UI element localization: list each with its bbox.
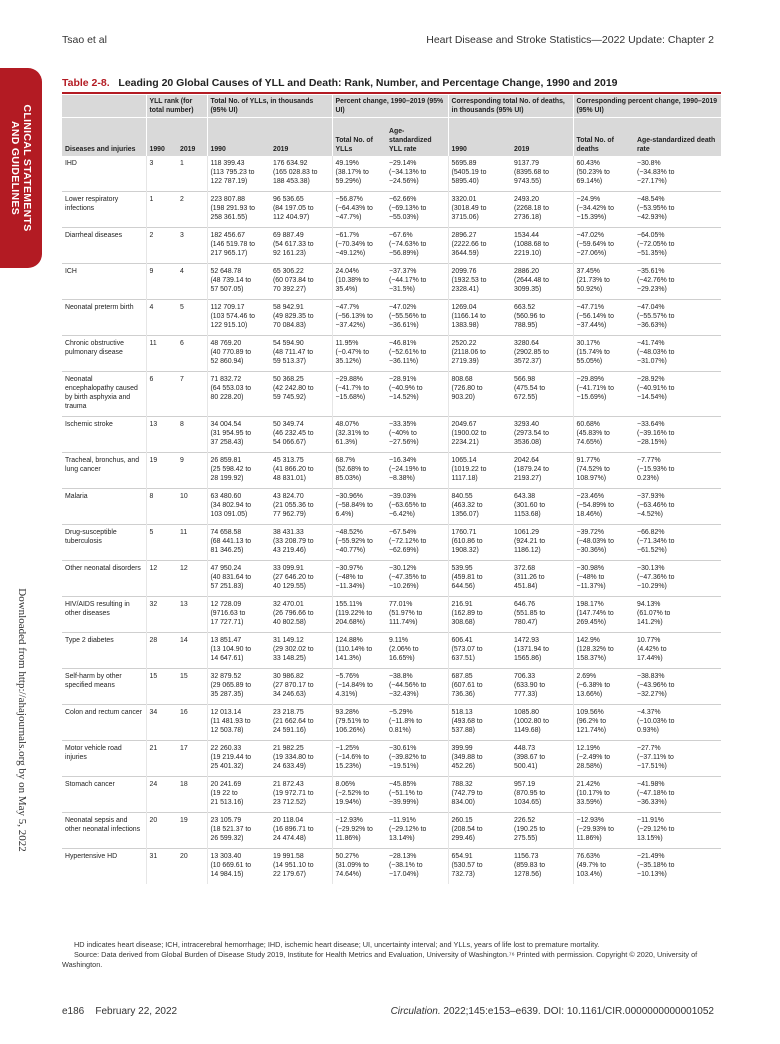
section-side-tab	[0, 68, 42, 268]
table-cell: −30.12% (−47.35% to −10.26%)	[386, 561, 448, 597]
download-watermark: Downloaded from http://ahajournals.org by on May 5, 2022	[16, 588, 28, 852]
table-cell: 13 303.40 (10 669.61 to 14 984.15)	[207, 849, 270, 885]
table-cell: 176 634.92 (165 028.83 to 188 453.38)	[273, 160, 318, 185]
table-top-rule	[62, 92, 721, 94]
footnote-source: Source: Data derived from Global Burden of Disease Study 2019, Institute for Health Metrics and Evaluation, University of Washington.⁷⁶ Printed with permission. Copyright © 2020, University of Washington.	[62, 950, 698, 969]
table-cell: 566.98 (475.54 to 672.55)	[511, 372, 573, 417]
table-cell: −29.89% (−41.71% to −15.69%)	[573, 372, 634, 417]
disease-name-cell: Ischemic stroke	[62, 417, 146, 453]
table-cell: −64.05% (−72.05% to −51.35%)	[634, 228, 721, 264]
table-cell: 15	[177, 669, 207, 705]
table-cell: 663.52 (560.96 to 788.95)	[511, 300, 573, 336]
table-cell: 28	[146, 633, 177, 669]
disease-name-cell: Neonatal sepsis and other neonatal infections	[62, 813, 146, 849]
table-cell: 21 982.25 (19 334.80 to 24 633.49)	[270, 741, 332, 777]
table-cell: 6	[146, 372, 177, 417]
table-cell: 68.7% (52.68% to 85.03%)	[332, 453, 386, 489]
table-cell: 124.88% (110.14% to 141.3%)	[332, 633, 386, 669]
table-cell: −56.87% (−64.43% to −47.7%)	[332, 192, 386, 228]
table-cell: −23.46% (−54.89% to 18.46%)	[573, 489, 634, 525]
table-cell: 37.45% (21.73% to 50.92%)	[573, 264, 634, 300]
table-cell: −30.96% (−58.84% to 6.4%)	[332, 489, 386, 525]
table-cell: 646.76 (551.85 to 780.47)	[511, 597, 573, 633]
table-cell: 13	[146, 417, 177, 453]
table-cell: 706.33 (633.90 to 777.33)	[511, 669, 573, 705]
table-row	[62, 417, 721, 453]
table-cell: −5.29% (−11.8% to 0.81%)	[386, 705, 448, 741]
table-row	[62, 372, 721, 417]
table-cell: 9.11% (2.06% to 16.65%)	[386, 633, 448, 669]
table-row	[62, 741, 721, 777]
column-header: Total No. of deaths	[573, 118, 634, 157]
group-header-row	[62, 95, 721, 118]
side-tab-label: CLINICAL STATEMENTS AND GUIDELINES	[9, 104, 33, 232]
table-cell: 10	[177, 489, 207, 525]
table-cell: −27.7% (−37.11% to −17.51%)	[634, 741, 721, 777]
disease-name-cell: Lower respiratory infections	[62, 192, 146, 228]
table-cell: −47.02% (−59.64% to −27.06%)	[573, 228, 634, 264]
table-cell: 260.15 (208.54 to 299.46)	[448, 813, 511, 849]
table-cell: −66.82% (−71.34% to −61.52%)	[634, 525, 721, 561]
table-cell: 448.73 (398.67 to 500.41)	[511, 741, 573, 777]
table-cell: −30.13% (−47.36% to −10.29%)	[634, 561, 721, 597]
table-cell: 4	[146, 300, 177, 336]
table-cell: 808.68 (726.80 to 903.20)	[448, 372, 511, 417]
column-header: Diseases and injuries	[62, 118, 146, 157]
table-cell: 33 099.91 (27 646.20 to 40 129.55)	[270, 561, 332, 597]
table-cell: −11.91% (−29.12% to 13.14%)	[386, 813, 448, 849]
table-cell: 21 872.43 (19 972.71 to 23 712.52)	[270, 777, 332, 813]
table-cell: 24.04% (10.38% to 35.4%)	[332, 264, 386, 300]
group-header-yll-rank: YLL rank (for total number)	[146, 95, 207, 118]
table-cell: 17	[177, 741, 207, 777]
table-cell: 48.07% (32.31% to 61.3%)	[332, 417, 386, 453]
table-cell: −61.7% (−70.34% to −49.12%)	[332, 228, 386, 264]
column-header: Age-standardized YLL rate	[386, 118, 448, 157]
table-cell: 2042.64 (1879.24 to 2193.27)	[511, 453, 573, 489]
table-cell: 1269.04 (1166.14 to 1383.98)	[448, 300, 511, 336]
table-row	[62, 561, 721, 597]
table-row	[62, 813, 721, 849]
table-cell: 2099.76 (1932.53 to 2328.41)	[448, 264, 511, 300]
table-cell: 687.85 (607.61 to 736.36)	[448, 669, 511, 705]
table-cell: 18	[177, 777, 207, 813]
table-cell: −38.8% (−44.56% to −32.43%)	[386, 669, 448, 705]
table-cell: 9137.79 (8395.68 to 9743.55)	[514, 160, 549, 185]
disease-name-cell: Neonatal preterm birth	[62, 300, 146, 336]
table-cell: −24.9% (−34.42% to −15.39%)	[573, 192, 634, 228]
table-cell: −33.35% (−40% to −27.56%)	[386, 417, 448, 453]
table-cell: 49.19% (38.17% to 59.29%)	[332, 156, 386, 192]
table-cell: 2896.27 (2222.66 to 3644.59)	[448, 228, 511, 264]
table-cell: 65 306.22 (60 073.84 to 70 392.27)	[270, 264, 332, 300]
column-header: 1990	[207, 118, 270, 157]
disease-name-cell: Chronic obstructive pulmonary disease	[62, 336, 146, 372]
table-cell: 112 709.17 (103 574.46 to 122 915.10)	[207, 300, 270, 336]
disease-name-cell: HIV/AIDS resulting in other diseases	[62, 597, 146, 633]
disease-name-cell: Diarrheal diseases	[62, 228, 146, 264]
disease-name-cell: Colon and rectum cancer	[62, 705, 146, 741]
table-cell: −16.34% (−24.19% to −8.38%)	[386, 453, 448, 489]
disease-name-cell: Motor vehicle road injuries	[62, 741, 146, 777]
table-cell: 1061.29 (924.21 to 1186.12)	[511, 525, 573, 561]
table-cell: 198.17% (147.74% to 269.45%)	[573, 597, 634, 633]
table-cell: 9	[177, 453, 207, 489]
table-cell: 2520.22 (2118.06 to 2719.39)	[448, 336, 511, 372]
table-cell: 4	[177, 264, 207, 300]
table-cell: 2.69% (−6.38% to 13.66%)	[573, 669, 634, 705]
table-cell: 30.17% (15.74% to 55.05%)	[573, 336, 634, 372]
table-cell: 118 399.43 (113 795.23 to 122 787.19)	[207, 156, 270, 192]
group-header-total-ylls: Total No. of YLLs, in thousands (95% UI)	[207, 95, 332, 118]
column-header: Total No. of YLLs	[332, 118, 386, 157]
table-cell: 12	[146, 561, 177, 597]
page-footer-right	[391, 1006, 714, 1017]
table-cell: 20 241.69 (19 22 to 21 513.16)	[207, 777, 270, 813]
table-cell: 50 349.74 (46 232.45 to 54 066.67)	[270, 417, 332, 453]
table-cell: −37.93% (−63.46% to −4.52%)	[634, 489, 721, 525]
table-cell: 54 594.90 (48 711.47 to 59 513.37)	[270, 336, 332, 372]
table-row	[62, 633, 721, 669]
table-title	[62, 77, 618, 89]
table-cell: −37.37% (−44.17% to −31.5%)	[386, 264, 448, 300]
table-cell: 50.27% (31.09% to 74.64%)	[332, 849, 386, 885]
disease-name-cell: Neonatal encephalopathy caused by birth asphyxia and trauma	[62, 372, 146, 417]
page-footer-left	[62, 1006, 177, 1017]
table-cell: 23 105.79 (18 521.37 to 26 599.32)	[207, 813, 270, 849]
table-row	[62, 264, 721, 300]
table-row	[62, 705, 721, 741]
table-cell: 606.41 (573.07 to 637.51)	[448, 633, 511, 669]
column-header-row	[62, 118, 721, 157]
table-cell: 47 950.24 (40 831.64 to 57 251.83)	[207, 561, 270, 597]
table-cell: −28.13% (−38.1% to −17.04%)	[386, 849, 448, 885]
table-row	[62, 228, 721, 264]
table-cell: −30.98% (−48% to −11.37%)	[573, 561, 634, 597]
table-cell: 94.13% (61.07% to 141.2%)	[634, 597, 721, 633]
table-cell: 19	[177, 813, 207, 849]
table-cell: −29.88% (−41.7% to −15.68%)	[332, 372, 386, 417]
table-cell: −12.93% (−29.92% to 11.86%)	[332, 813, 386, 849]
table-cell: −7.77% (−15.93% to 0.23%)	[634, 453, 721, 489]
group-header-total-deaths: Corresponding total No. of deaths, in thousands (95% UI)	[448, 95, 573, 118]
table-cell: 19	[146, 453, 177, 489]
table-cell: 32	[146, 597, 177, 633]
table-cell: 6	[177, 336, 207, 372]
table-cell: −33.64% (−39.16% to −28.15%)	[634, 417, 721, 453]
table-cell: −45.85% (−51.1% to −39.99%)	[386, 777, 448, 813]
table-cell: 12 013.14 (11 481.93 to 12 503.78)	[207, 705, 270, 741]
table-cell: 21.42% (10.17% to 33.59%)	[573, 777, 634, 813]
table-cell: −21.49% (−35.18% to −10.13%)	[634, 849, 721, 885]
table-cell: 2049.67 (1900.02 to 2234.21)	[448, 417, 511, 453]
table-cell: 654.91 (530.57 to 732.73)	[448, 849, 511, 885]
table-cell: 155.11% (119.22% to 204.68%)	[332, 597, 386, 633]
table-cell: 34 004.54 (31 954.95 to 37 258.43)	[207, 417, 270, 453]
table-cell: 38 431.33 (33 208.79 to 43 219.46)	[270, 525, 332, 561]
table-cell: 2493.20 (2268.18 to 2736.18)	[511, 192, 573, 228]
table-row	[62, 300, 721, 336]
table-cell: −39.03% (−63.65% to −6.42%)	[386, 489, 448, 525]
table-cell: 8	[146, 489, 177, 525]
column-header: 1990	[146, 118, 177, 157]
table-cell: −39.72% (−48.03% to −30.36%)	[573, 525, 634, 561]
issue-date: February 22, 2022	[95, 1006, 178, 1017]
table-cell: 2	[146, 228, 177, 264]
table-cell: −30.61% (−39.82% to −19.51%)	[386, 741, 448, 777]
table-cell: 71 832.72 (64 553.03 to 80 228.20)	[207, 372, 270, 417]
footnote-abbreviations: HD indicates heart disease; ICH, intracerebral hemorrhage; IHD, ischemic heart disease; UI, uncertainty interval; and YLLs, years of life lost to premature mortality.	[74, 940, 600, 949]
table-cell: 32 879.52 (29 065.89 to 35 287.35)	[207, 669, 270, 705]
disease-name-cell: Self-harm by other specified means	[62, 669, 146, 705]
table-cell: 216.91 (162.89 to 308.68)	[448, 597, 511, 633]
table-cell: 5	[177, 300, 207, 336]
table-cell: 58 942.91 (49 829.35 to 70 084.83)	[270, 300, 332, 336]
table-cell: 3280.64 (2902.85 to 3572.37)	[511, 336, 573, 372]
table-cell: 5695.89 (5405.19 to 5895.40)	[448, 156, 511, 192]
table-cell: 20 118.04 (16 896.71 to 24 474.48)	[270, 813, 332, 849]
table-cell: 96 536.65 (84 197.05 to 112 404.97)	[270, 192, 332, 228]
table-number: Table 2-8.	[62, 77, 110, 89]
table-cell: −28.92% (−40.91% to −14.54%)	[634, 372, 721, 417]
table-cell: 12 728.09 (9716.63 to 17 727.71)	[207, 597, 270, 633]
table-cell: 539.95 (459.81 to 644.56)	[448, 561, 511, 597]
table-row	[62, 192, 721, 228]
table-cell: −48.52% (−55.92% to −40.77%)	[332, 525, 386, 561]
table-cell: 3	[177, 228, 207, 264]
column-header: 2019	[177, 118, 207, 157]
journal-name: Circulation.	[390, 1006, 441, 1017]
table-cell: −46.81% (−52.61% to −36.11%)	[386, 336, 448, 372]
table-cell: 10.77% (4.42% to 17.44%)	[634, 633, 721, 669]
table-cell: 16	[177, 705, 207, 741]
page-number: e186	[62, 1006, 85, 1017]
table-cell: 45 313.75 (41 866.20 to 48 831.01)	[270, 453, 332, 489]
table-cell: −47.04% (−55.57% to −36.63%)	[634, 300, 721, 336]
table-cell: −62.66% (−69.13% to −55.03%)	[386, 192, 448, 228]
table-cell: 2886.20 (2644.48 to 3099.35)	[511, 264, 573, 300]
table-cell: −47.7% (−56.13% to −37.42%)	[332, 300, 386, 336]
table-cell: 223 807.88 (198 291.93 to 258 361.55)	[207, 192, 270, 228]
table-cell: 1	[180, 160, 184, 167]
table-cell: 226.52 (190.25 to 275.55)	[511, 813, 573, 849]
table-cell: 23 218.75 (21 662.64 to 24 591.16)	[270, 705, 332, 741]
table-cell: 1472.93 (1371.94 to 1565.86)	[511, 633, 573, 669]
disease-name-cell: Hypertensive HD	[62, 849, 146, 885]
table-cell: 11	[177, 525, 207, 561]
table-cell: −12.93% (−29.93% to 11.86%)	[573, 813, 634, 849]
table-row	[62, 597, 721, 633]
table-cell: 69 887.49 (54 617.33 to 92 161.23)	[270, 228, 332, 264]
data-table	[62, 95, 721, 884]
table-cell: 30 986.82 (27 870.17 to 34 246.63)	[270, 669, 332, 705]
table-row	[62, 525, 721, 561]
table-cell: 26 859.81 (25 598.42 to 28 199.92)	[207, 453, 270, 489]
table-row	[62, 669, 721, 705]
table-cell: 643.38 (301.60 to 1153.68)	[511, 489, 573, 525]
table-cell: 76.63% (49.7% to 103.4%)	[573, 849, 634, 885]
table-cell: 1156.73 (859.83 to 1278.56)	[511, 849, 573, 885]
table-cell: 60.43% (50.23% to 69.14%)	[573, 156, 634, 192]
table-cell: 518.13 (493.68 to 537.88)	[448, 705, 511, 741]
table-row	[62, 453, 721, 489]
disease-name-cell: Other neonatal disorders	[62, 561, 146, 597]
table-cell: 50 368.25 (42 242.80 to 59 745.92)	[270, 372, 332, 417]
table-cell: 1085.80 (1002.80 to 1149.68)	[511, 705, 573, 741]
table-cell: 142.9% (128.32% to 158.37%)	[573, 633, 634, 669]
table-cell: 34	[146, 705, 177, 741]
table-cell: 13 851.47 (13 104.90 to 14 647.61)	[207, 633, 270, 669]
table-cell: 43 824.70 (21 055.36 to 77 962.79)	[270, 489, 332, 525]
table-body	[62, 156, 721, 884]
table-cell: −30.97% (−48% to −11.34%)	[332, 561, 386, 597]
table-row	[62, 156, 721, 192]
table-cell: 1	[146, 192, 177, 228]
table-cell: 74 658.58 (68 441.13 to 81 346.25)	[207, 525, 270, 561]
table-cell: 3320.01 (3018.49 to 3715.06)	[448, 192, 511, 228]
running-header-authors: Tsao et al	[62, 34, 107, 46]
table-cell: 19 991.58 (14 951.10 to 22 179.67)	[270, 849, 332, 885]
table-cell: 12.19% (−2.49% to 28.58%)	[573, 741, 634, 777]
table-cell: 9	[146, 264, 177, 300]
table-cell: 3	[146, 156, 177, 192]
table-cell: 11	[146, 336, 177, 372]
table-cell: −41.74% (−48.03% to −31.07%)	[634, 336, 721, 372]
table-cell: 22 260.33 (19 219.44 to 25 401.32)	[207, 741, 270, 777]
disease-name-cell: ICH	[62, 264, 146, 300]
group-header-percent-change: Percent change, 1990–2019 (95% UI)	[332, 95, 448, 118]
table-cell: 372.68 (311.26 to 451.84)	[511, 561, 573, 597]
group-header-death-percent-change: Corresponding percent change, 1990–2019 (95% UI)	[573, 95, 721, 118]
citation: 2022;145:e153–e639. DOI: 10.1161/CIR.0000000000001052	[443, 1006, 714, 1017]
header-blank	[62, 95, 146, 118]
table-cell: −38.83% (−43.96% to −32.27%)	[634, 669, 721, 705]
table-cell: −67.54% (−72.12% to −62.69%)	[386, 525, 448, 561]
disease-name-cell: Stomach cancer	[62, 777, 146, 813]
table-cell: 7	[177, 372, 207, 417]
table-cell: 31	[146, 849, 177, 885]
table-cell: 957.19 (870.95 to 1034.65)	[511, 777, 573, 813]
table-cell: 1534.44 (1088.68 to 2219.10)	[511, 228, 573, 264]
table-cell: −28.91% (−40.9% to −14.52%)	[386, 372, 448, 417]
table-cell: −47.02% (−55.56% to −36.61%)	[386, 300, 448, 336]
column-header: 2019	[511, 118, 573, 157]
table-cell: 24	[146, 777, 177, 813]
table-cell: 11.95% (−0.47% to 35.12%)	[332, 336, 386, 372]
table-row	[62, 489, 721, 525]
table-row	[62, 849, 721, 885]
disease-name-cell: Malaria	[62, 489, 146, 525]
table-cell: −35.61% (−42.76% to −29.23%)	[634, 264, 721, 300]
table-cell: 840.55 (463.32 to 1356.07)	[448, 489, 511, 525]
table-cell: 399.99 (349.88 to 452.26)	[448, 741, 511, 777]
disease-name-cell: Drug-susceptible tuberculosis	[62, 525, 146, 561]
table-cell: −30.8% (−34.83% to −27.17%)	[637, 160, 675, 185]
table-title-text: Leading 20 Global Causes of YLL and Death: Rank, Number, and Percentage Change, 1990 and 2019	[118, 77, 618, 89]
table-cell: −67.6% (−74.63% to −56.89%)	[386, 228, 448, 264]
table-cell: 31 149.12 (29 302.02 to 33 148.25)	[270, 633, 332, 669]
running-header-title: Heart Disease and Stroke Statistics—2022 Update: Chapter 2	[426, 34, 714, 46]
table-cell: 13	[177, 597, 207, 633]
table-cell: 109.56% (96.2% to 121.74%)	[573, 705, 634, 741]
table-cell: 8.06% (−2.52% to 19.94%)	[332, 777, 386, 813]
column-header: 1990	[448, 118, 511, 157]
table-cell: −29.14% (−34.13% to −24.56%)	[389, 160, 427, 185]
table-footnote	[62, 940, 722, 970]
table-cell: 21	[146, 741, 177, 777]
table-cell: 788.32 (742.79 to 834.00)	[448, 777, 511, 813]
table-cell: 2	[177, 192, 207, 228]
table-cell: 182 456.67 (146 519.78 to 217 965.17)	[207, 228, 270, 264]
table-cell: 3293.40 (2973.54 to 3536.08)	[511, 417, 573, 453]
table-cell: −41.98% (−47.18% to −36.33%)	[634, 777, 721, 813]
column-header: Age-standardized death rate	[634, 118, 721, 157]
table-cell: 20	[146, 813, 177, 849]
table-cell: 52 648.78 (48 739.14 to 57 507.05)	[207, 264, 270, 300]
table-cell: 12	[177, 561, 207, 597]
table-cell: 93.28% (79.51% to 106.26%)	[332, 705, 386, 741]
table-cell: 63 480.60 (34 802.94 to 103 091.05)	[207, 489, 270, 525]
table-cell: −48.54% (−53.95% to −42.93%)	[634, 192, 721, 228]
table-cell: −1.25% (−14.6% to 15.23%)	[332, 741, 386, 777]
table-cell: 1065.14 (1019.22 to 1117.18)	[448, 453, 511, 489]
table-cell: 15	[146, 669, 177, 705]
disease-name-cell: Type 2 diabetes	[62, 633, 146, 669]
table-cell: 48 769.20 (40 770.89 to 52 860.94)	[207, 336, 270, 372]
column-header: 2019	[270, 118, 332, 157]
disease-name-cell: Tracheal, bronchus, and lung cancer	[62, 453, 146, 489]
table-cell: 77.01% (51.97% to 111.74%)	[386, 597, 448, 633]
table-row	[62, 777, 721, 813]
table-row	[62, 336, 721, 372]
table-cell: 60.68% (45.83% to 74.65%)	[573, 417, 634, 453]
table-cell: 20	[177, 849, 207, 885]
table-cell: 1760.71 (610.86 to 1908.32)	[448, 525, 511, 561]
table-cell: −4.37% (−10.03% to 0.93%)	[634, 705, 721, 741]
table-cell: 8	[177, 417, 207, 453]
table-cell: 32 470.01 (26 796.66 to 40 802.58)	[270, 597, 332, 633]
table-cell: 14	[177, 633, 207, 669]
table-cell: −5.76% (−14.84% to 4.31%)	[332, 669, 386, 705]
table-cell: −47.71% (−56.14% to −37.44%)	[573, 300, 634, 336]
table-cell: 5	[146, 525, 177, 561]
disease-name-cell: IHD	[65, 160, 77, 167]
table-cell: −11.91% (−29.12% to 13.15%)	[634, 813, 721, 849]
table-cell: 91.77% (74.52% to 108.97%)	[573, 453, 634, 489]
